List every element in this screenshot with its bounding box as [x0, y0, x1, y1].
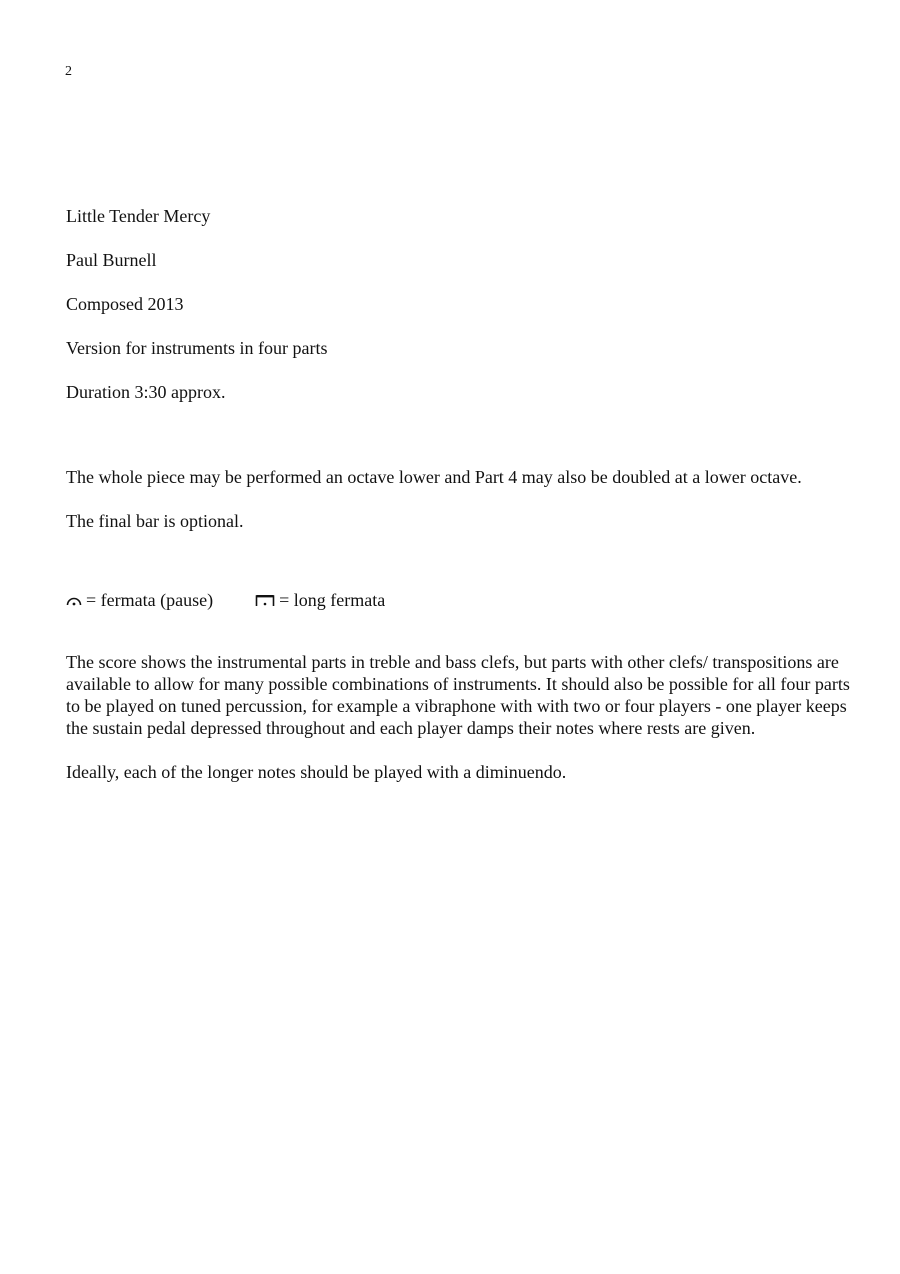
long-fermata-label: = long fermata	[279, 590, 386, 610]
long-fermata-legend-item	[255, 589, 385, 611]
instrumentation-notes	[66, 651, 856, 783]
octave-note: The whole piece may be performed an octave lower and Part 4 may also be doubled at a lower octave.	[66, 467, 802, 487]
fermata-legend	[66, 589, 385, 611]
long-fermata-icon	[255, 593, 275, 607]
composition-year: Composed 2013	[66, 294, 184, 314]
diminuendo-note: Ideally, each of the longer notes should be played with a diminuendo.	[66, 762, 567, 782]
piece-title: Little Tender Mercy	[66, 206, 211, 226]
fermata-icon	[66, 593, 82, 607]
page-number: 2	[65, 64, 72, 79]
header-block	[66, 205, 327, 425]
performance-notes	[66, 466, 846, 532]
composer-name: Paul Burnell	[66, 250, 157, 270]
duration: Duration 3:30 approx.	[66, 382, 226, 402]
final-bar-note: The final bar is optional.	[66, 511, 244, 531]
score-instructions: The score shows the instrumental parts in treble and bass clefs, but parts with other clefs/ transpositions are available to allow for many possible combinations of instruments. It should also be possible for all four parts to be played on tuned percussion, for example a vibraphone with with two or four players - one player keeps the sustain pedal depressed throughout and each player damps their notes where rests are given.	[66, 652, 850, 738]
fermata-legend-item	[66, 589, 213, 611]
version-description: Version for instruments in four parts	[66, 338, 328, 358]
fermata-label: = fermata (pause)	[86, 590, 214, 610]
